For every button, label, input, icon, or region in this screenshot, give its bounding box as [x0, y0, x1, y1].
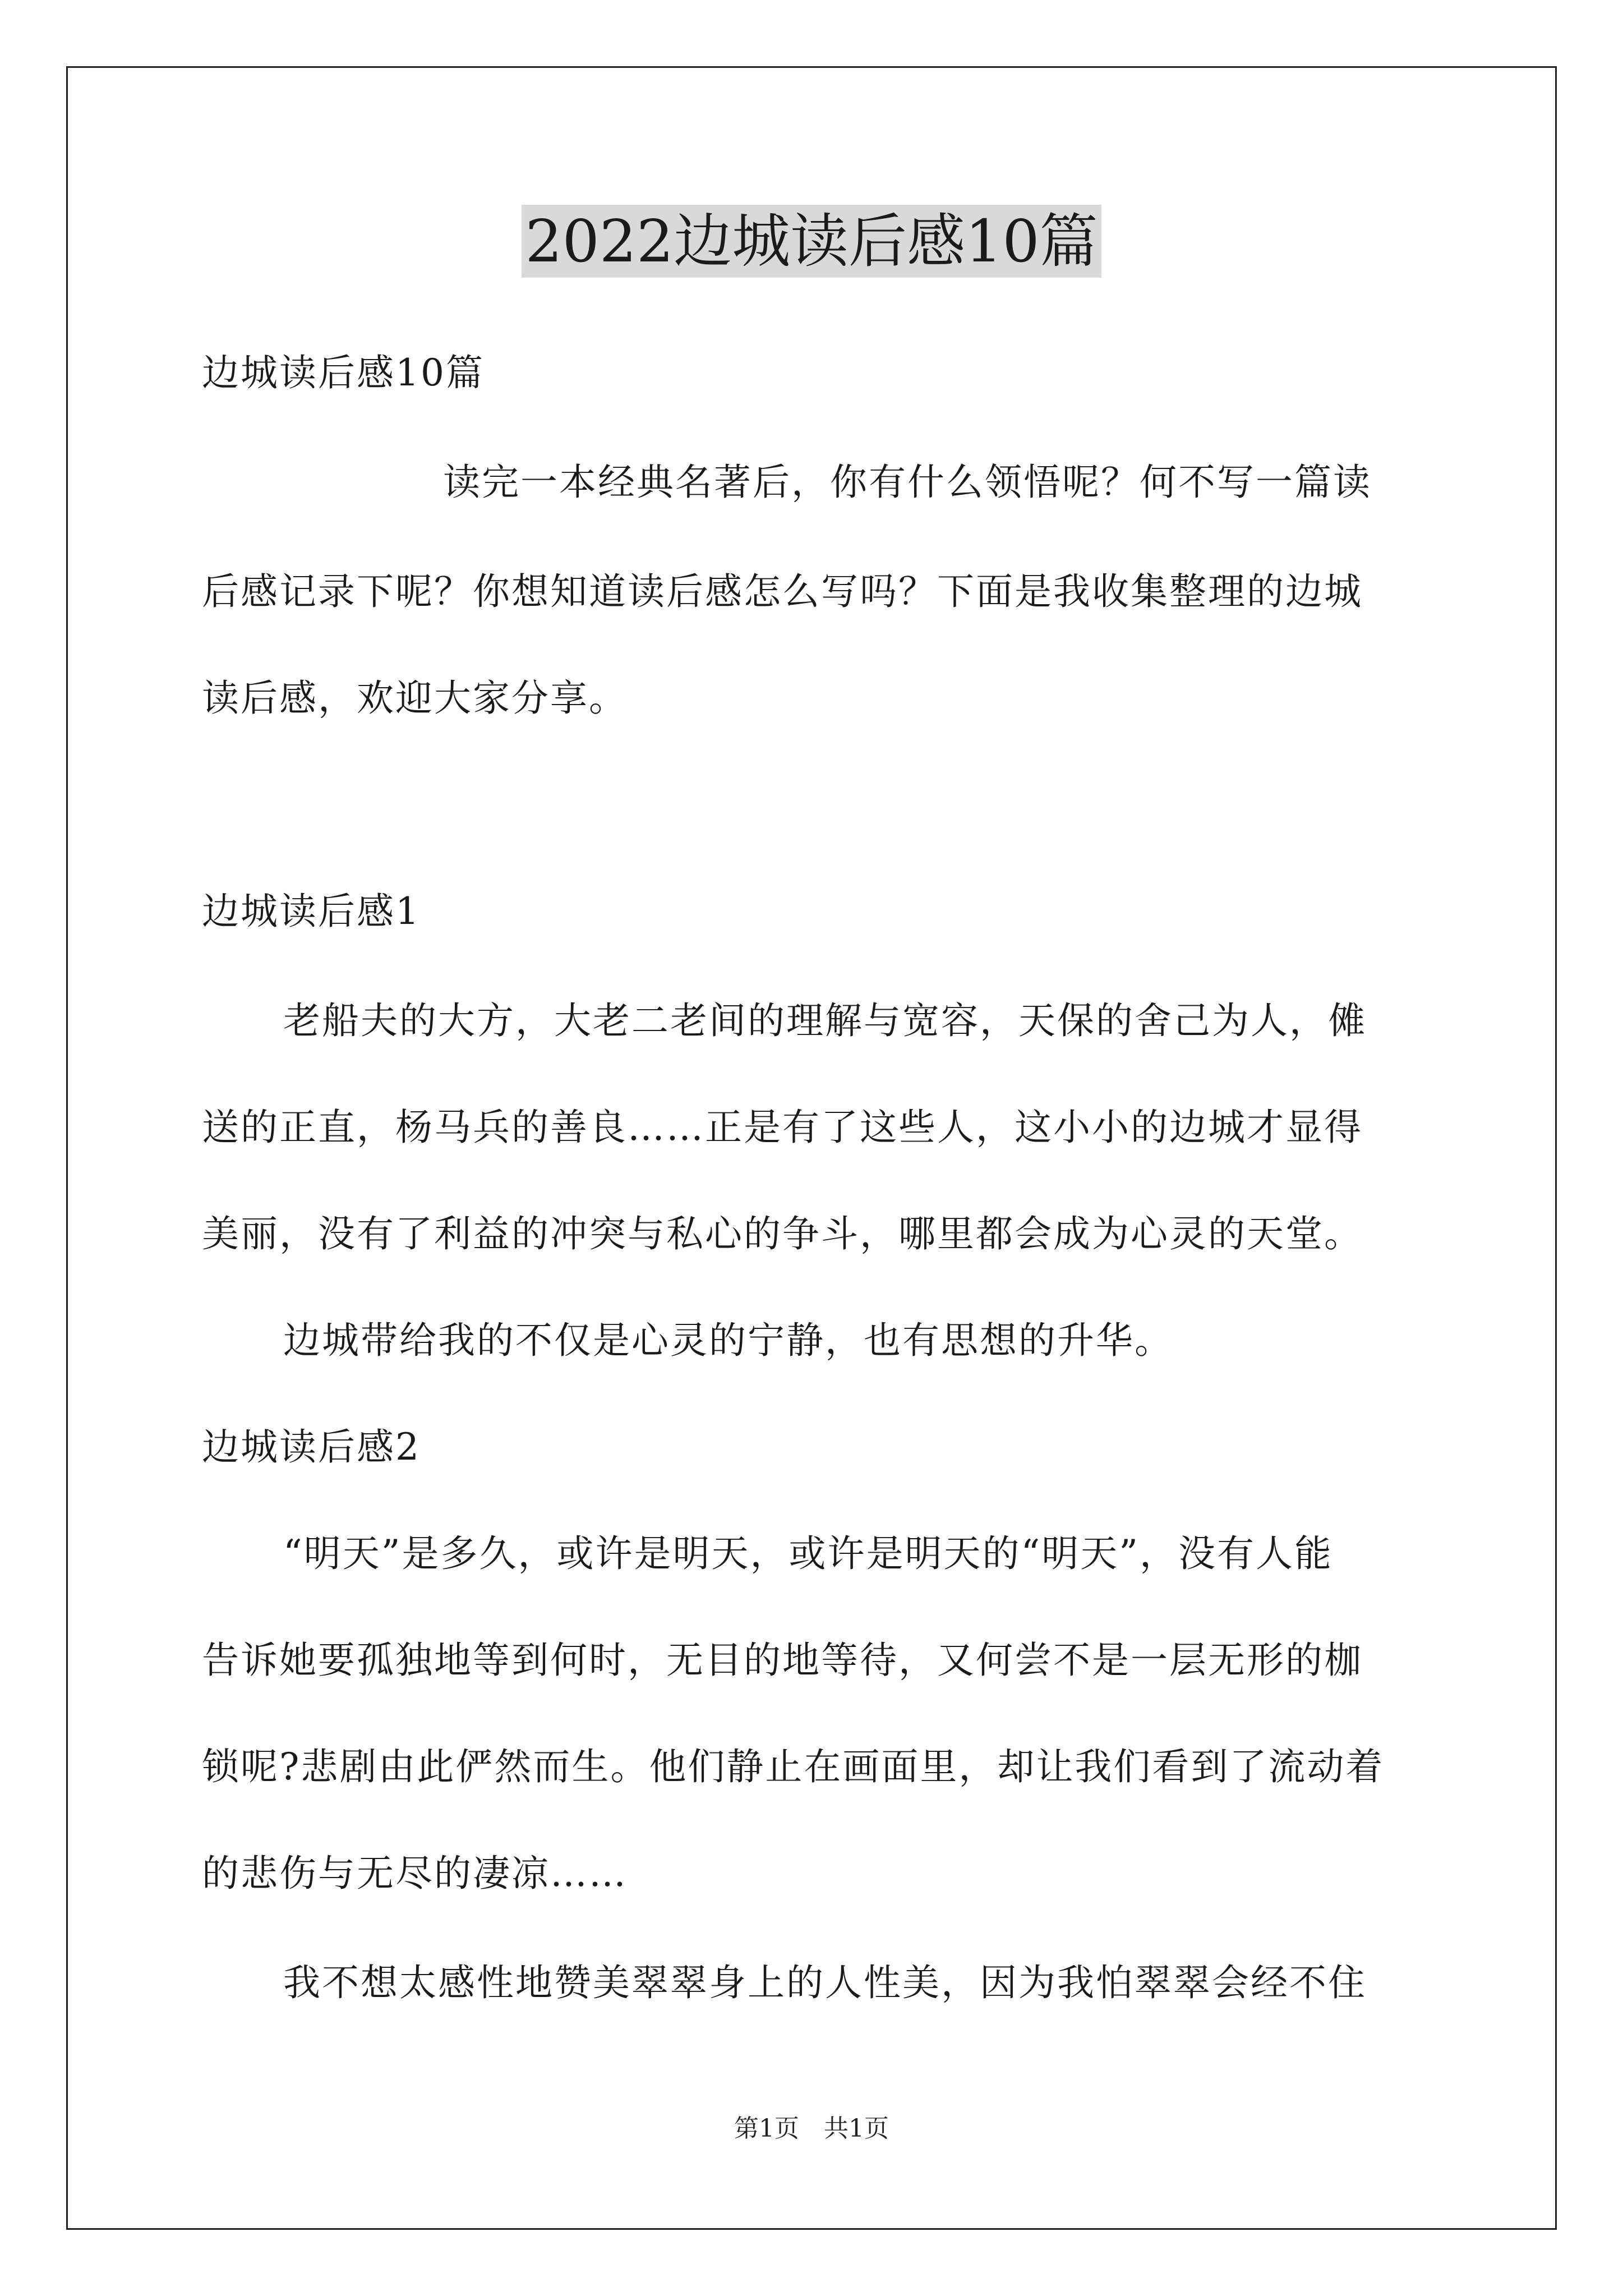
page-number: 第1页 共1页 — [734, 2114, 889, 2143]
paragraph-line: 边城带给我的不仅是心灵的宁静，也有思想的升华。 — [283, 1319, 1173, 1362]
document-subtitle: 边城读后感10篇 — [202, 351, 485, 394]
paragraph-line: 美丽，没有了利益的冲突与私心的争斗，哪里都会成为心灵的天堂。 — [202, 1212, 1363, 1255]
paragraph-line: “明天”是多久，或许是明天，或许是明天的“明天”，没有人能 — [283, 1532, 1333, 1575]
paragraph-line: 告诉她要孤独地等到何时，无目的地等待，又何尝不是一层无形的枷 — [202, 1639, 1363, 1682]
intro-line: 读完一本经典名著后，你有什么领悟呢？何不写一篇读 — [443, 461, 1372, 504]
intro-line: 读后感，欢迎大家分享。 — [202, 677, 628, 720]
paragraph-line: 老船夫的大方，大老二老间的理解与宽容，天保的舍己为人，傩 — [283, 999, 1367, 1042]
document-title-text: 2022边城读后感10篇 — [522, 205, 1101, 278]
paragraph-line: 的悲伤与无尽的凄凉…… — [202, 1852, 628, 1895]
section-heading: 边城读后感2 — [202, 1425, 421, 1469]
page-footer — [0, 2112, 1623, 2146]
paragraph-line: 我不想太感性地赞美翠翠身上的人性美，因为我怕翠翠会经不住 — [283, 1961, 1367, 2004]
intro-line: 后感记录下呢？你想知道读后感怎么写吗？下面是我收集整理的边城 — [202, 570, 1363, 613]
paragraph-line: 送的正直，杨马兵的善良……正是有了这些人，这小小的边城才显得 — [202, 1106, 1363, 1149]
document-title — [0, 202, 1623, 280]
section-heading: 边城读后感1 — [202, 890, 421, 933]
paragraph-line: 锁呢?悲剧由此俨然而生。他们静止在画面里，却让我们看到了流动着 — [202, 1745, 1385, 1788]
